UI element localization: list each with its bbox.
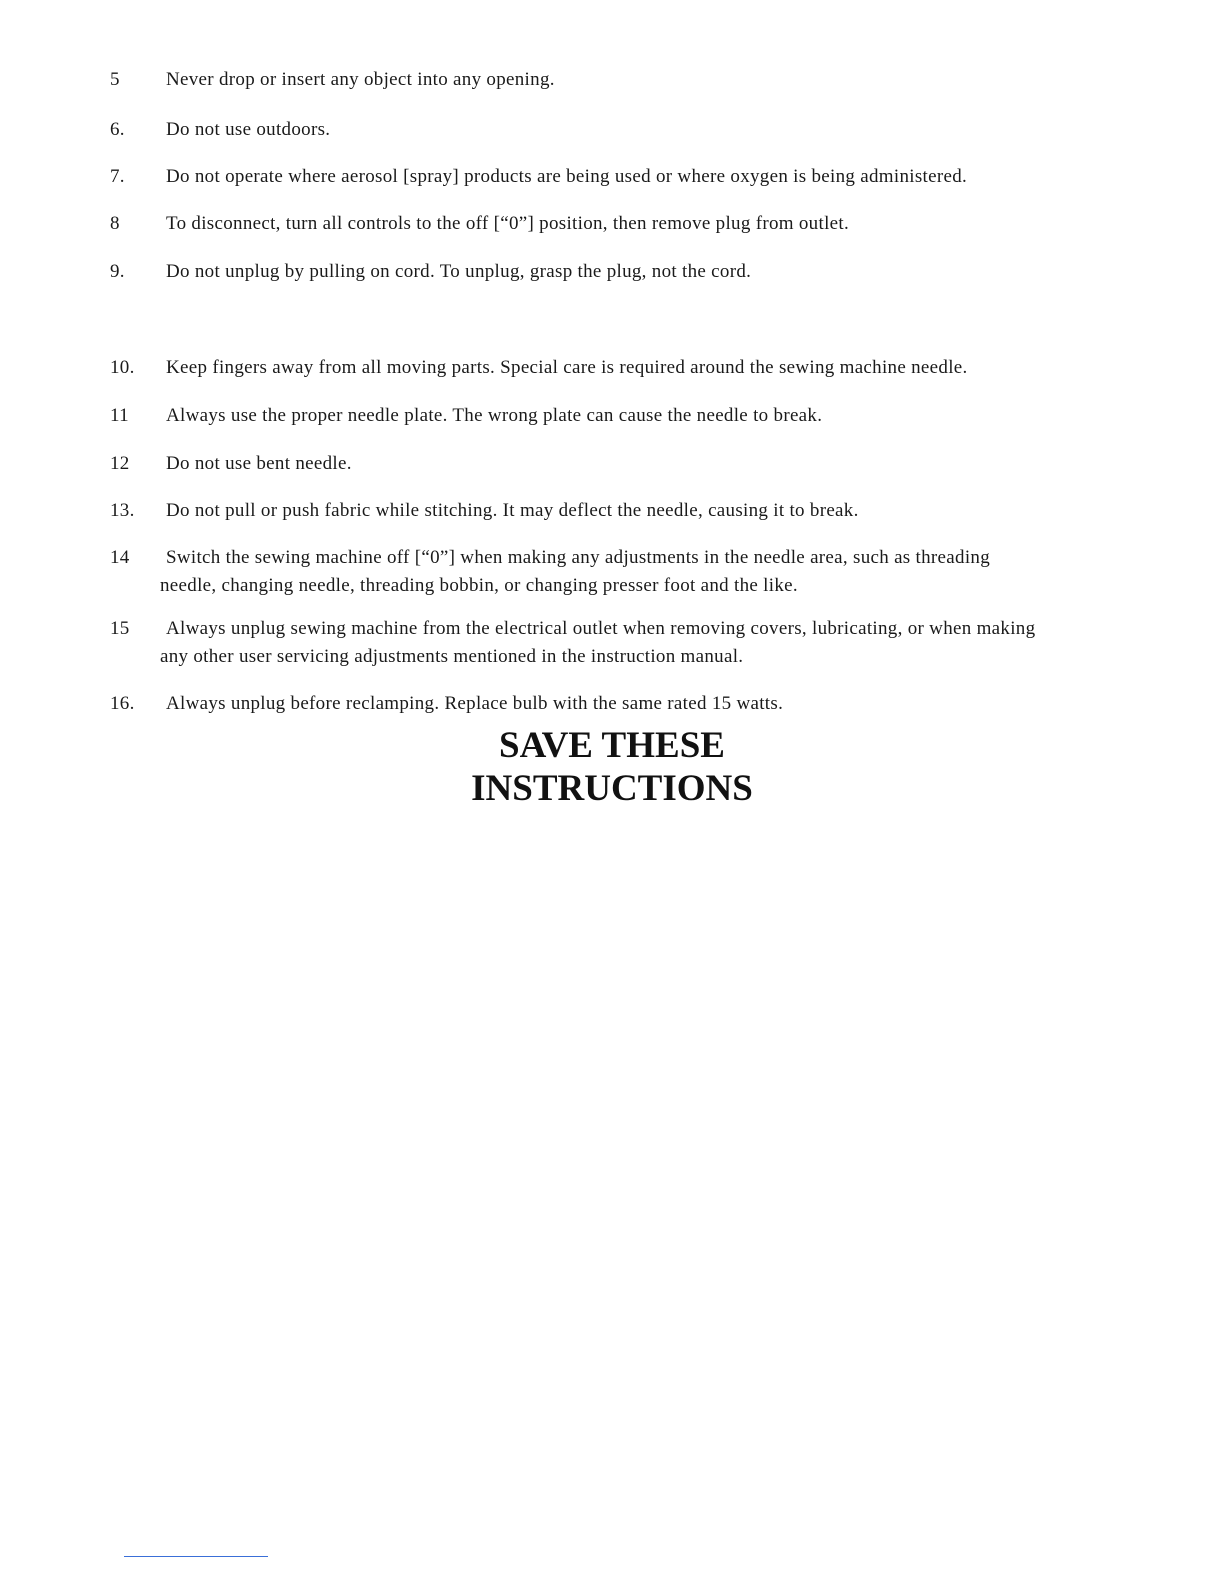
item-number: 12 [110,453,130,474]
list-item [110,402,1090,430]
item-text [160,544,1090,600]
item-text-line: Always unplug sewing machine from the electrical outlet when removing covers, lubricating, or when making [166,618,1036,639]
item-text: Do not use outdoors. [166,119,331,140]
list-item [110,544,1090,600]
list-item [110,66,1090,94]
list-item [110,258,1090,286]
list-item [110,116,1090,144]
save-heading-line-1: SAVE THESE [499,725,725,766]
item-text: To disconnect, turn all controls to the off [“0”] position, then remove plug from outlet. [166,213,850,234]
item-number: 15 [110,618,130,639]
item-text: Do not use bent needle. [166,453,352,474]
item-text: Keep fingers away from all moving parts. Special care is required around the sewing machine needle. [166,357,968,378]
item-text: Never drop or insert any object into any opening. [166,69,555,90]
list-item [110,615,1090,671]
item-number: 8 [110,213,120,234]
item-text: Always unplug before reclamping. Replace bulb with the same rated 15 watts. [166,693,784,714]
item-number: 13. [110,500,135,521]
item-number: 9. [110,261,125,282]
item-text-continuation: any other user servicing adjustments mentioned in the instruction manual. [160,646,744,667]
item-number: 10. [110,357,135,378]
item-number: 14 [110,547,130,568]
item-text-continuation: needle, changing needle, threading bobbin, or changing presser foot and the like. [160,575,798,596]
item-number: 11 [110,405,129,426]
item-number: 6. [110,119,125,140]
item-number: 16. [110,693,135,714]
item-text [160,615,1090,671]
item-text: Always use the proper needle plate. The wrong plate can cause the needle to break. [166,405,823,426]
item-number: 7. [110,166,125,187]
list-item [110,497,1090,525]
item-text: Do not pull or push fabric while stitching. It may deflect the needle, causing it to break. [166,500,859,521]
list-item [110,210,1090,238]
footer-divider [124,1556,268,1557]
item-text-line: Switch the sewing machine off [“0”] when making any adjustments in the needle area, such as threading [166,547,991,568]
list-item [110,354,1090,382]
save-heading-line-2: INSTRUCTIONS [471,768,753,809]
list-item [110,163,1090,191]
list-item [110,690,1090,718]
list-item [110,450,1090,478]
item-number: 5 [110,69,120,90]
item-text: Do not operate where aerosol [spray] products are being used or where oxygen is being administered. [166,166,968,187]
item-text: Do not unplug by pulling on cord. To unplug, grasp the plug, not the cord. [166,261,752,282]
